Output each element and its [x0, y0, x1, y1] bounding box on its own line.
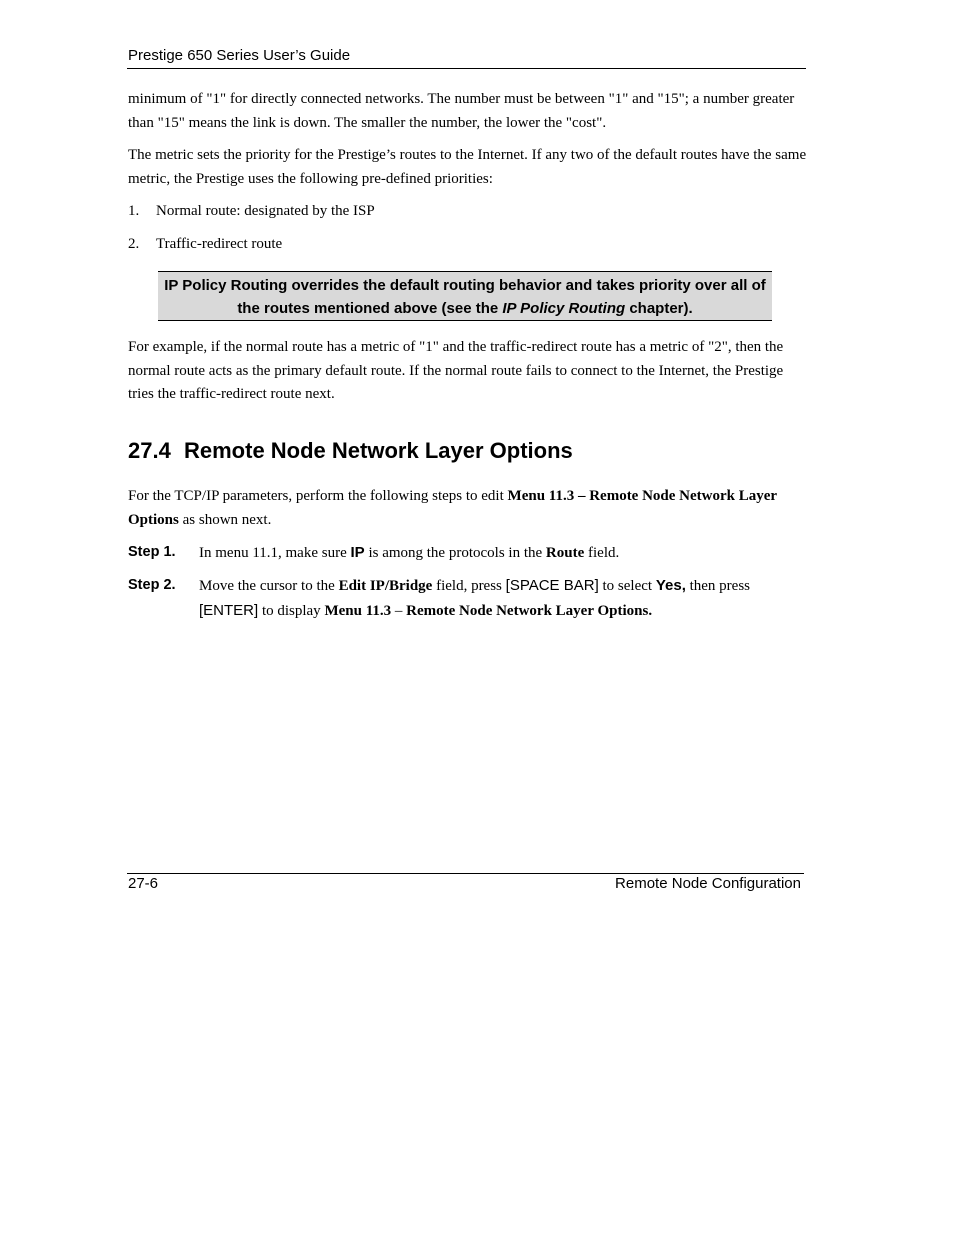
step-body — [199, 541, 808, 566]
section-number: 27.4 — [128, 438, 171, 463]
paragraph-example: For example, if the normal route has a metric of "1" and the traffic-redirect route has a metric of "2", then the normal route acts as the primary default route. If the normal route fails to connect to the Internet, the Prestige tries the traffic-redirect route next. — [128, 339, 784, 402]
footer-page-number: 27-6 — [128, 875, 159, 892]
step-text: Move the cursor to the — [199, 578, 339, 594]
page-header-title: Prestige 650 Series User’s Guide — [128, 47, 351, 64]
note-italic-reference: IP Policy Routing — [502, 300, 626, 317]
step-1 — [128, 541, 808, 566]
step-label: Step 2. — [128, 577, 176, 593]
note-text: IP Policy Routing overrides the default routing behavior and takes priority over all of the routes mentioned above (see the — [164, 277, 766, 317]
step-text: field, press — [432, 578, 506, 594]
paragraph-metric-priority: The metric sets the priority for the Prestige’s routes to the Internet. If any two of the default routes have the same metric, the Prestige uses the following pre-defined priorities: — [128, 147, 807, 187]
list-item-number: 1. — [128, 203, 140, 219]
footer-chapter-title: Remote Node Configuration — [615, 875, 801, 892]
step-field-name: Edit IP/Bridge — [338, 578, 433, 594]
list-item-number: 2. — [128, 236, 140, 252]
step-body — [199, 574, 808, 623]
step-label: Step 1. — [128, 544, 176, 560]
step-text: – — [391, 602, 407, 619]
step-text: to display — [258, 602, 325, 619]
list-item-text: Normal route: designated by the ISP — [156, 203, 375, 219]
footer-divider — [127, 873, 804, 874]
step-menu-title: Remote Node Network Layer Options. — [406, 602, 653, 619]
step-keyword: Yes, — [655, 577, 686, 594]
intro-menu-reference: Menu 11.3 – Remote Node Network Layer Options — [128, 488, 777, 528]
step-text: In menu 11.1, make sure — [199, 545, 351, 561]
step-field-name: Route — [545, 545, 585, 561]
step-text: then press — [685, 578, 751, 594]
paragraph-intro — [128, 485, 808, 532]
section-title: Remote Node Network Layer Options — [184, 438, 573, 463]
intro-text-end: as shown next. — [178, 511, 272, 528]
step-key: [ENTER] — [199, 601, 259, 619]
list-item — [128, 233, 282, 256]
note-text-end: chapter). — [625, 300, 693, 317]
section-heading — [128, 438, 573, 464]
step-2 — [128, 574, 808, 623]
step-key: [SPACE BAR] — [505, 577, 599, 594]
paragraph-metric-range: minimum of "1" for directly connected networks. The number must be between "1" and "15"; a number greater than "15" means the link is down. The smaller the number, the lower the "cost". — [128, 91, 795, 131]
header-divider — [127, 68, 806, 69]
step-text: field. — [584, 545, 620, 561]
step-keyword: IP — [350, 544, 365, 561]
step-menu-reference: Menu 11.3 — [324, 602, 392, 619]
note-box — [158, 271, 772, 321]
step-text: is among the protocols in the — [364, 545, 546, 561]
step-text: to select — [598, 578, 656, 594]
list-item-text: Traffic-redirect route — [156, 236, 283, 252]
list-item — [128, 200, 375, 223]
intro-text: For the TCP/IP parameters, perform the following steps to edit — [128, 488, 508, 504]
